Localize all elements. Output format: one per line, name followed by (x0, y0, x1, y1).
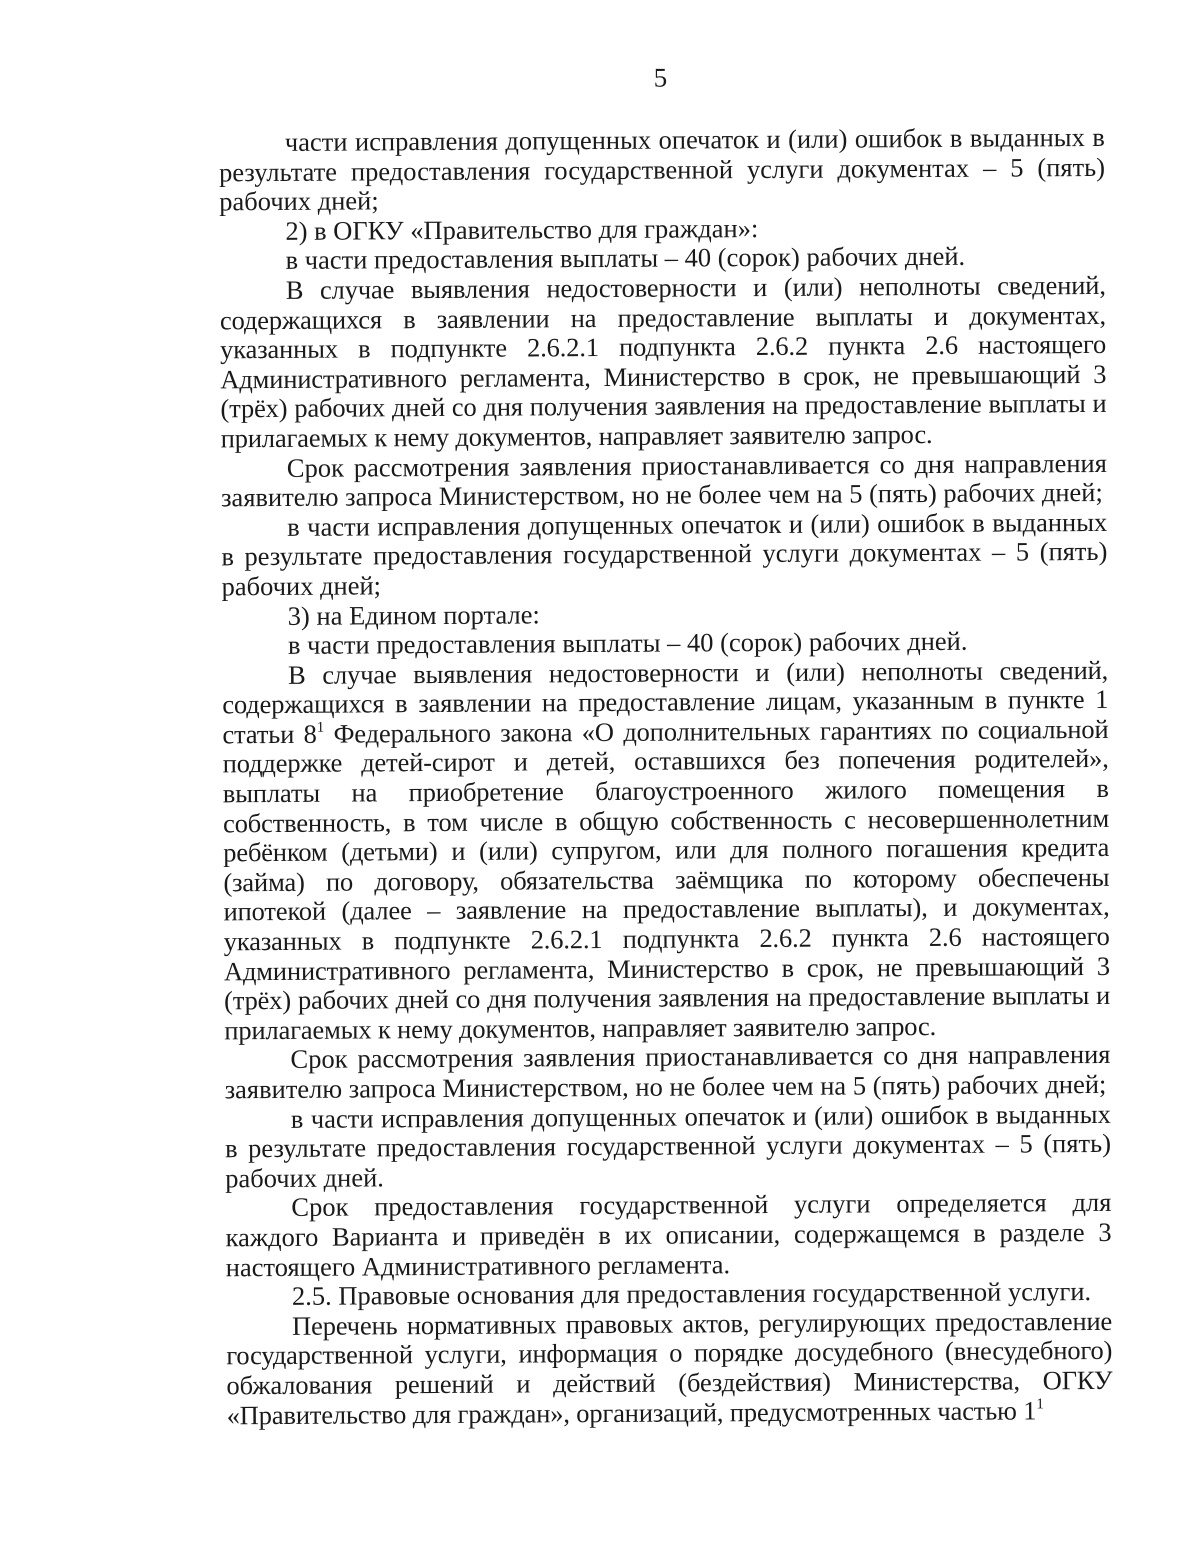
paragraph-2: 2) в ОГКУ «Правительство для граждан»: (219, 212, 1105, 247)
page-number: 5 (0, 58, 1200, 98)
paragraph-1: части исправления допущенных опечаток и (или) ошибок в выданных в результате предоставления государственной услуги документах – 5 (пять) рабочих дней; (219, 123, 1106, 217)
paragraph-14 (226, 1307, 1113, 1431)
paragraph-9-text-after: Федерального закона «О дополнительных гарантиях по социальной поддержке детей-сирот и детей, оставшихся без попечения родителей», выплаты на приобретение благоустроенного жилого помещения в собственность, в том числе в общую собственность с несовершеннолетним ребёнком (детьми) и (или) супругом, или для полного погашения кредита (займа) по договору, обязательства заёмщика по которому обеспечены ипотекой (далее – заявление на предоставление выплаты), и документах, указанных в подпункте 2.6.2.1 подпункта 2.6.2 пункта 2.6 настоящего Административного регламента, Министерство в срок, не превышающий 3 (трёх) рабочих дней со дня получения заявления на предоставление выплаты и прилагаемых к нему документов, направляет заявителю запрос. (223, 714, 1111, 1045)
paragraph-8: в части предоставления выплаты – 40 (сорок) рабочих дней. (222, 626, 1108, 661)
paragraph-3: в части предоставления выплаты – 40 (сорок) рабочих дней. (219, 241, 1105, 276)
paragraph-13: 2.5. Правовые основания для предоставления государственной услуги. (226, 1277, 1112, 1312)
paragraph-6: в части исправления допущенных опечаток и (или) ошибок в выданных в результате предоставления государственной услуги документах – 5 (пять) рабочих дней; (221, 508, 1108, 602)
paragraph-12: Срок предоставления государственной услуги определяется для каждого Варианта и приведён в их описании, содержащемся в разделе 3 настоящего Административного регламента. (225, 1188, 1112, 1282)
footnote-superscript: 1 (1036, 1396, 1043, 1412)
paragraph-4: В случае выявления недостоверности и (или) неполноты сведений, содержащихся в заявлении на предоставление выплаты и документах, указанных в подпункте 2.6.2.1 подпункта 2.6.2 пункта 2.6 настоящего Административного регламента, Министерство в срок, не превышающий 3 (трёх) рабочих дней со дня получения заявления на предоставление выплаты и прилагаемых к нему документов, направляет заявителю запрос. (220, 271, 1107, 454)
paragraph-9-text-before: В случае выявления недостоверности и (или) неполноты сведений, содержащихся в заявлении на предоставление лицам, указанным в пункте 1 статьи 8 (222, 655, 1108, 750)
paragraph-7: 3) на Едином портале: (222, 596, 1108, 631)
paragraph-9 (222, 656, 1110, 1046)
footnote-superscript: 1 (317, 720, 324, 736)
paragraph-5: Срок рассмотрения заявления приостанавливается со дня направления заявителю запроса Министерством, но не более чем на 5 (пять) рабочих дней; (221, 448, 1107, 513)
paragraph-14-text-before: Перечень нормативных правовых актов, регулирующих предоставление государственной услуги, информация о порядке досудебного (внесудебного) обжалования решений и действий (бездействия) Министерства, ОГКУ «Правительство для граждан», организаций, предусмотренных частью 1 (226, 1306, 1112, 1430)
document-body (219, 123, 1113, 1431)
paragraph-10: Срок рассмотрения заявления приостанавливается со дня направления заявителю запроса Министерством, но не более чем на 5 (пять) рабочих дней; (224, 1040, 1110, 1105)
paragraph-11: в части исправления допущенных опечаток и (или) ошибок в выданных в результате предоставления государственной услуги документах – 5 (пять) рабочих дней. (225, 1099, 1112, 1193)
